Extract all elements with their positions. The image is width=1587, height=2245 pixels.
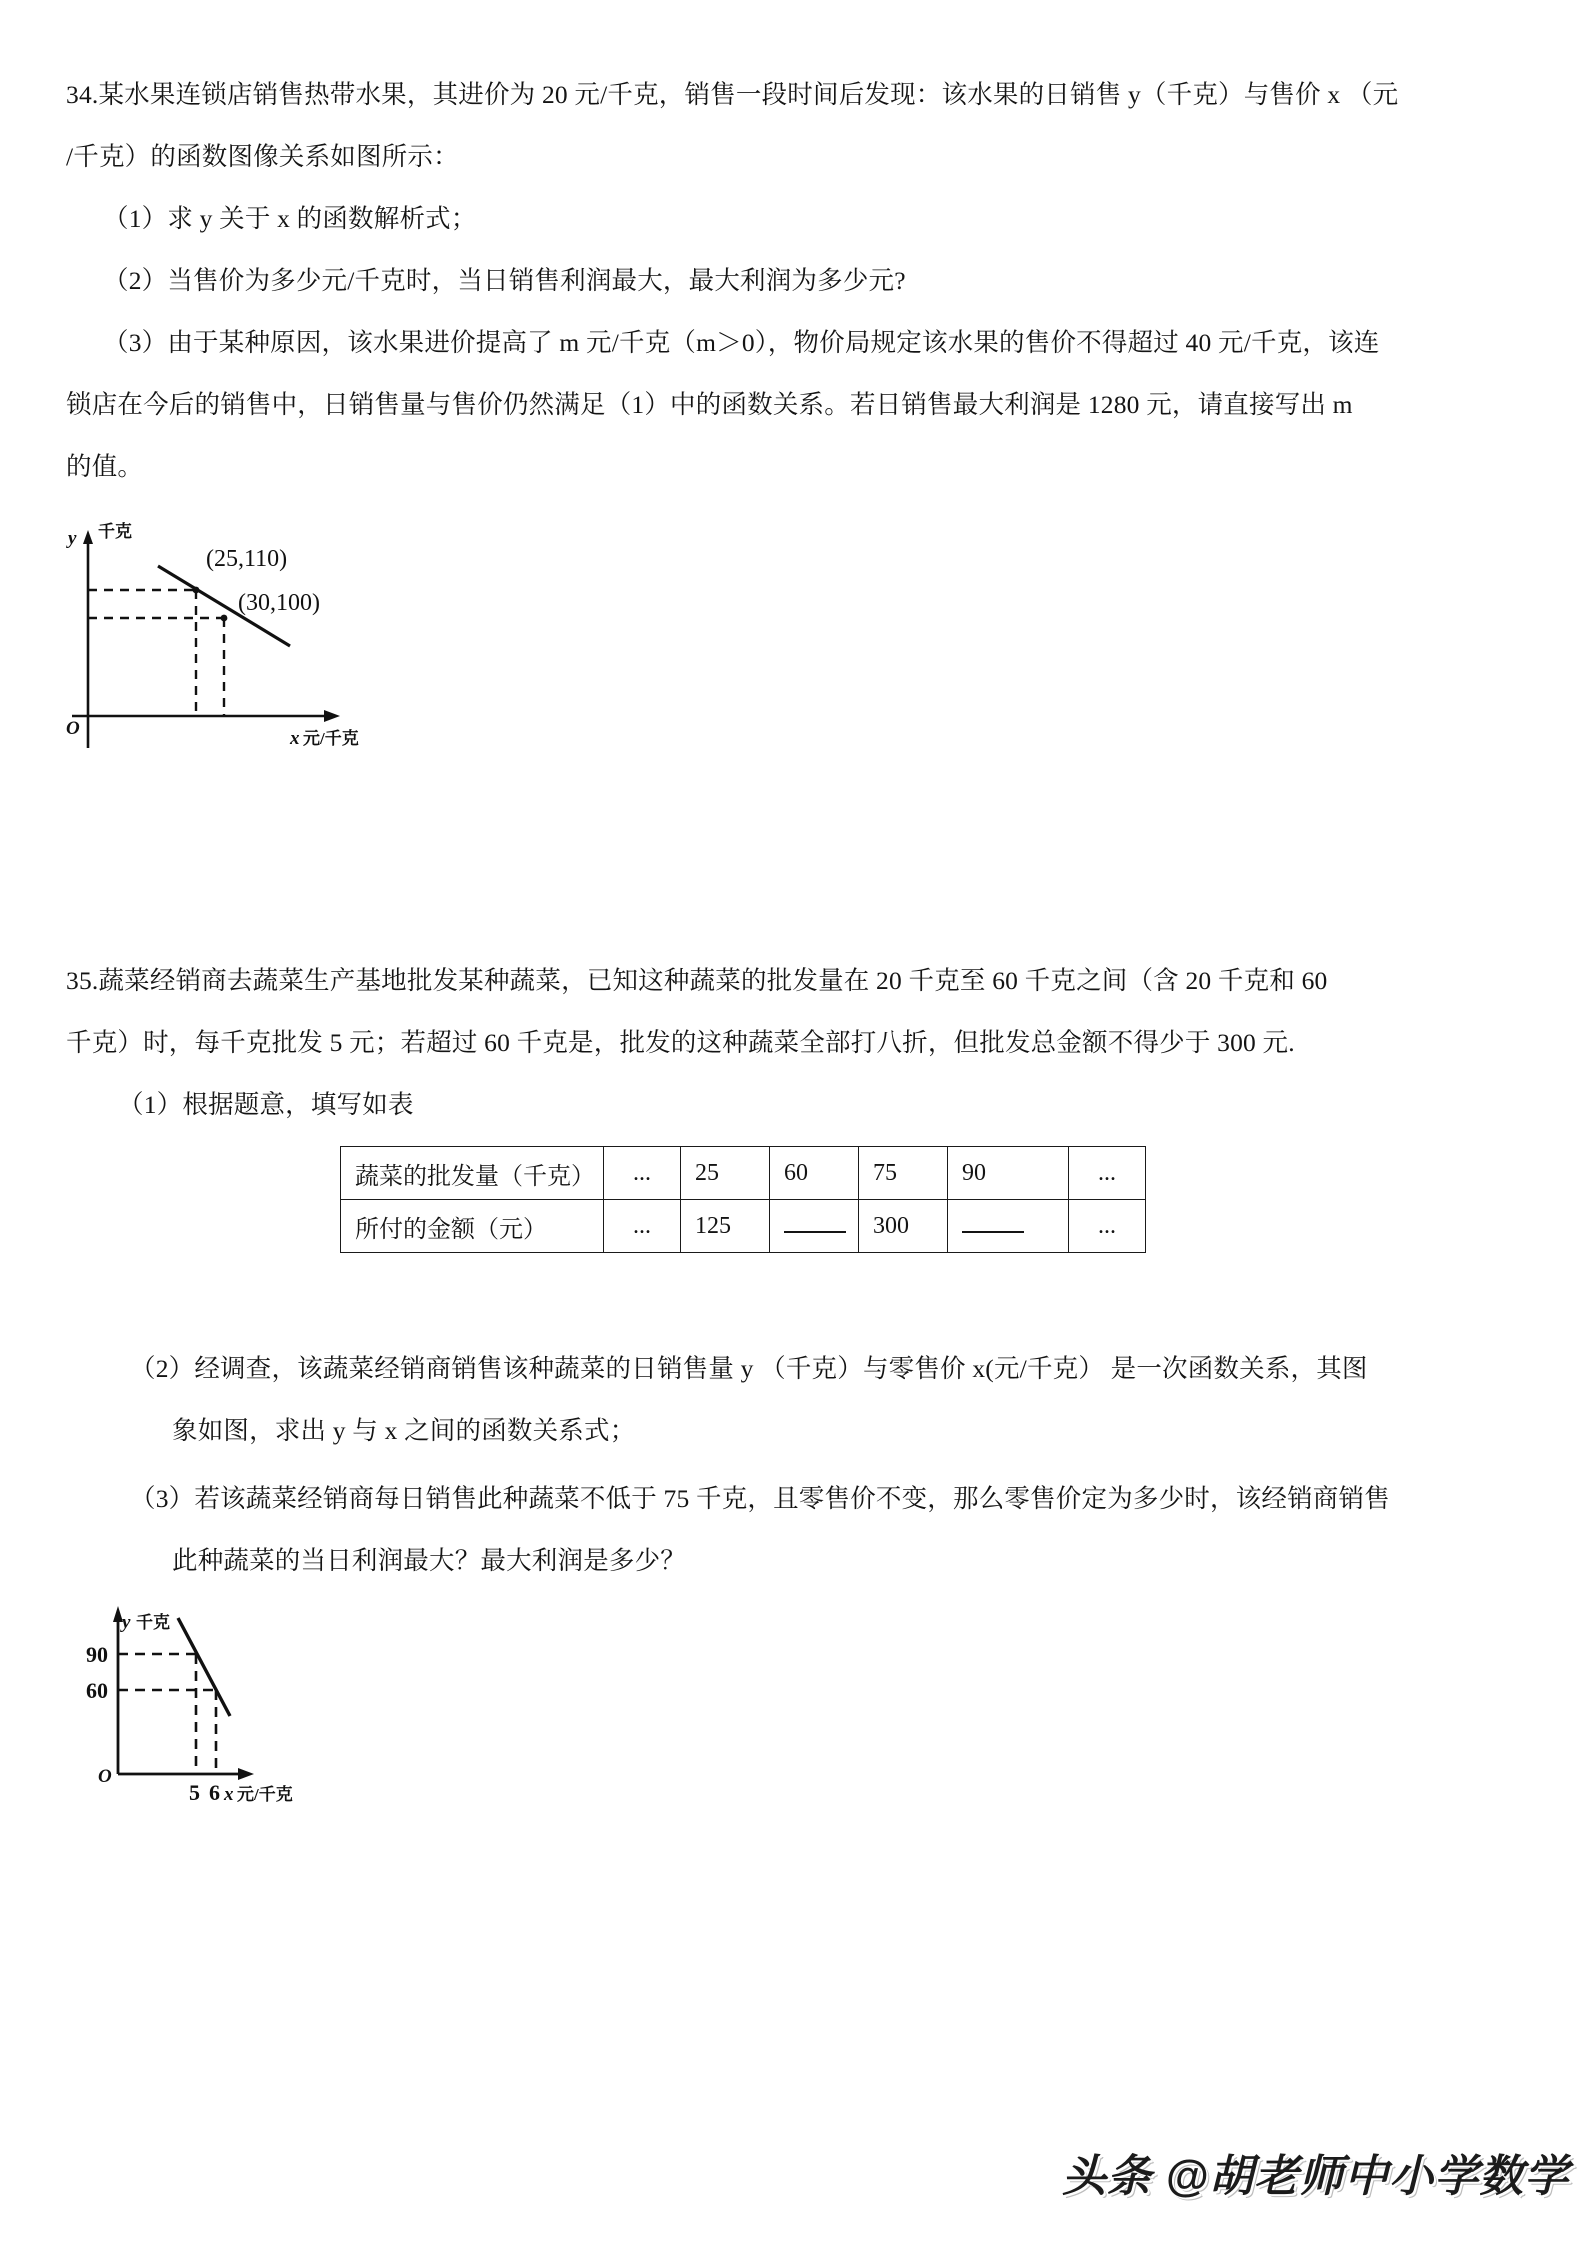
table-cell: ... (604, 1200, 681, 1253)
table-cell-blank[interactable] (948, 1200, 1069, 1253)
problem-35-question-3-line-2: 此种蔬菜的当日利润最大？最大利润是多少？ (172, 1546, 687, 1575)
figure-34-point-1-label: (25,110) (206, 546, 288, 572)
table-cell: ... (1069, 1200, 1146, 1253)
problem-34-figure (58, 518, 398, 763)
watermark: 头条 @胡老师中小学数学 (1062, 2152, 1570, 2201)
table-cell: 125 (681, 1200, 770, 1253)
problem-34-question-3-line-2: 锁店在今后的销售中，日销售量与售价仍然满足（1）中的函数关系。若日销售最大利润是 1280 元，请直接写出 m (66, 390, 1353, 419)
problem-34-question-3-line-3: 的值。 (66, 452, 144, 481)
figure-34-point-2-label: (30,100) (238, 590, 320, 616)
problem-35-line-1: 35.蔬菜经销商去蔬菜生产基地批发某种蔬菜，已知这种蔬菜的批发量在 20 千克至 60 千克之间（含 20 千克和 60 (66, 966, 1328, 995)
figure-35-x-axis-unit: 元/千克 (237, 1785, 293, 1804)
table-cell: ... (1069, 1147, 1146, 1200)
figure-34-x-axis-unit: 元/千克 (303, 729, 359, 748)
problem-34-line-2: /千克）的函数图像关系如图所示： (66, 142, 459, 171)
problem-35-question-1: （1）根据题意，填写如表 (118, 1090, 414, 1119)
problem-34-question-2: （2）当售价为多少元/千克时，当日销售利润最大，最大利润为多少元? (103, 266, 906, 295)
table-row-header: 所付的金额（元） (341, 1200, 604, 1253)
answer-blank[interactable] (962, 1213, 1024, 1233)
problem-34-question-3-line-1: （3）由于某种原因，该水果进价提高了 m 元/千克（m＞0），物价局规定该水果的售价不得超过 40 元/千克，该连 (103, 328, 1380, 357)
figure-35-y-tick-60: 60 (86, 1678, 108, 1703)
table-cell: 25 (681, 1147, 770, 1200)
table-cell: 300 (859, 1200, 948, 1253)
figure-35-x-tick-6: 6 (209, 1780, 220, 1805)
figure-35-y-axis-unit: 千克 (136, 1613, 170, 1632)
table-cell: 75 (859, 1147, 948, 1200)
figure-35-x-axis-label: x (224, 1784, 234, 1805)
problem-35-question-3-line-1: （3）若该蔬菜经销商每日销售此种蔬菜不低于 75 千克，且零售价不变，那么零售价定为多少时，该经销商销售 (130, 1484, 1390, 1513)
figure-35-y-tick-90: 90 (86, 1642, 108, 1667)
table-cell: ... (604, 1147, 681, 1200)
problem-34-question-1: （1）求 y 关于 x 的函数解析式； (103, 204, 477, 233)
figure-35-origin-label: O (98, 1766, 112, 1787)
table-row-header: 蔬菜的批发量（千克） (341, 1147, 604, 1200)
figure-34-origin-label: O (66, 718, 80, 739)
answer-blank[interactable] (784, 1213, 846, 1233)
problem-34-line-1: 34.某水果连锁店销售热带水果，其进价为 20 元/千克，销售一段时间后发现：该水果的日销售 y（千克）与售价 x （元 (66, 80, 1399, 109)
figure-34-y-axis-label: y (68, 528, 77, 549)
problem-35-line-2: 千克）时，每千克批发 5 元；若超过 60 千克是，批发的这种蔬菜全部打八折，但批发总金额不得少于 300 元. (66, 1028, 1295, 1057)
table-row (341, 1200, 1146, 1253)
wholesale-amount-table (340, 1146, 1146, 1253)
table-cell: 90 (948, 1147, 1069, 1200)
table-row (341, 1147, 1146, 1200)
problem-35-question-2-line-1: （2）经调查，该蔬菜经销商销售该种蔬菜的日销售量 y （千克）与零售价 x(元/千克） 是一次函数关系，其图 (130, 1354, 1368, 1383)
figure-35-x-tick-5: 5 (189, 1780, 200, 1805)
figure-35-y-axis-label: y (122, 1612, 131, 1633)
problem-35-question-2-line-2: 象如图，求出 y 与 x 之间的函数关系式； (172, 1416, 636, 1445)
figure-34-x-axis-label: x (290, 728, 300, 749)
table-cell: 60 (770, 1147, 859, 1200)
problem-35-figure (62, 1592, 362, 1817)
table-cell-blank[interactable] (770, 1200, 859, 1253)
figure-34-y-axis-unit: 千克 (98, 522, 132, 541)
